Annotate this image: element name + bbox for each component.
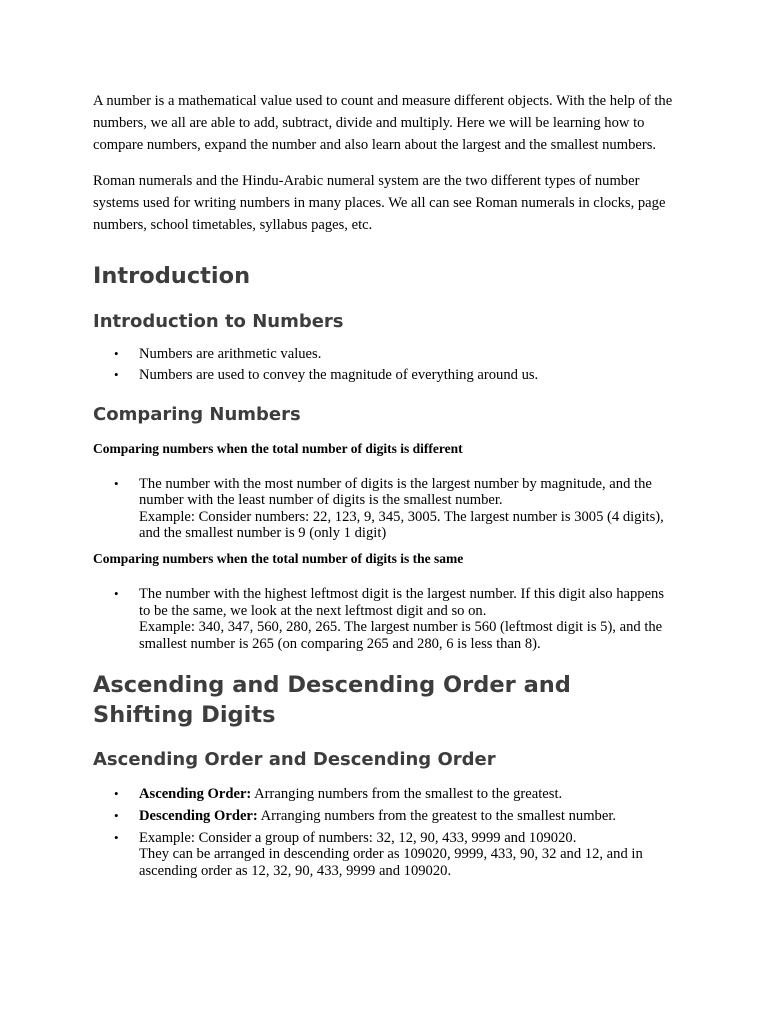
list-item	[93, 786, 678, 803]
list-item	[93, 808, 678, 825]
introduction-heading: Introduction	[93, 263, 251, 289]
intro-paragraph: A number is a mathematical value used to count and measure different objects. With the help of the numbers, we all are able to add, subtract, divide and multiply. Here we will be learning how to compare numbers, expand the number and also learn about the largest and the smallest numbers.	[93, 93, 673, 153]
list-item	[93, 830, 678, 880]
list-item-example-detail: They can be arranged in descending order as 109020, 9999, 433, 90, 32 and 12, and in ascending order as 12, 32, 90, 433, 9999 and 109020.	[139, 846, 643, 879]
comparing-numbers-heading: Comparing Numbers	[93, 403, 301, 425]
introduction-list	[93, 346, 678, 384]
list-item-example: Example: Consider a group of numbers: 32, 12, 90, 433, 9999 and 109020.	[139, 829, 577, 846]
list-item-text: The number with the most number of digits is the largest number by magnitude, and the number with the least number of digits is the smallest number.	[139, 475, 652, 509]
numeral-systems-paragraph: Roman numerals and the Hindu-Arabic numeral system are the two different types of number systems used for writing numbers in many places. We all can see Roman numerals in clocks, page numbers, school timetables, syllabus pages, etc.	[93, 173, 666, 233]
bullet-icon: •	[114, 345, 119, 361]
bullet-icon: •	[114, 367, 119, 383]
list-item-text: Numbers are used to convey the magnitude of everything around us.	[139, 367, 539, 384]
ascending-order-text: Arranging numbers from the smallest to the greatest.	[251, 786, 563, 803]
ascending-descending-heading: Ascending and Descending Order and Shifting Digits	[93, 672, 571, 728]
bullet-icon: •	[114, 808, 119, 824]
list-item-example: Example: 340, 347, 560, 280, 265. The largest number is 560 (leftmost digit is 5), and the smallest number is 265 (on comparing 265 and 280, 6 is less than 8).	[139, 619, 663, 652]
same-digits-subheading: Comparing numbers when the total number of digits is the same	[93, 551, 464, 567]
different-digits-subheading: Comparing numbers when the total number of digits is different	[93, 440, 463, 456]
list-item-example: Example: Consider numbers: 22, 123, 9, 345, 3005. The largest number is 3005 (4 digits), and the smallest number is 9 (only 1 digit)	[139, 508, 664, 542]
ordering-list	[93, 786, 678, 879]
list-item	[93, 476, 678, 542]
different-digits-list	[93, 476, 678, 542]
bullet-icon: •	[114, 829, 119, 845]
list-item-text: Numbers are arithmetic values.	[139, 345, 322, 362]
list-item	[93, 367, 678, 384]
list-item	[93, 586, 678, 652]
descending-order-text: Arranging numbers from the greatest to the smallest number.	[257, 808, 617, 825]
descending-order-label: Descending Order:	[139, 808, 258, 825]
bullet-icon: •	[114, 475, 119, 491]
ascending-order-label: Ascending Order:	[139, 786, 252, 803]
document-page	[93, 90, 678, 879]
list-item	[93, 346, 678, 363]
bullet-icon: •	[114, 786, 119, 802]
list-item-text: The number with the highest leftmost digit is the largest number. If this digit also happens to be the same, we look at the next leftmost digit and so on.	[139, 586, 665, 619]
bullet-icon: •	[114, 586, 119, 602]
ascending-descending-order-heading: Ascending Order and Descending Order	[93, 749, 496, 771]
introduction-to-numbers-heading: Introduction to Numbers	[93, 310, 344, 332]
same-digits-list	[93, 586, 678, 652]
